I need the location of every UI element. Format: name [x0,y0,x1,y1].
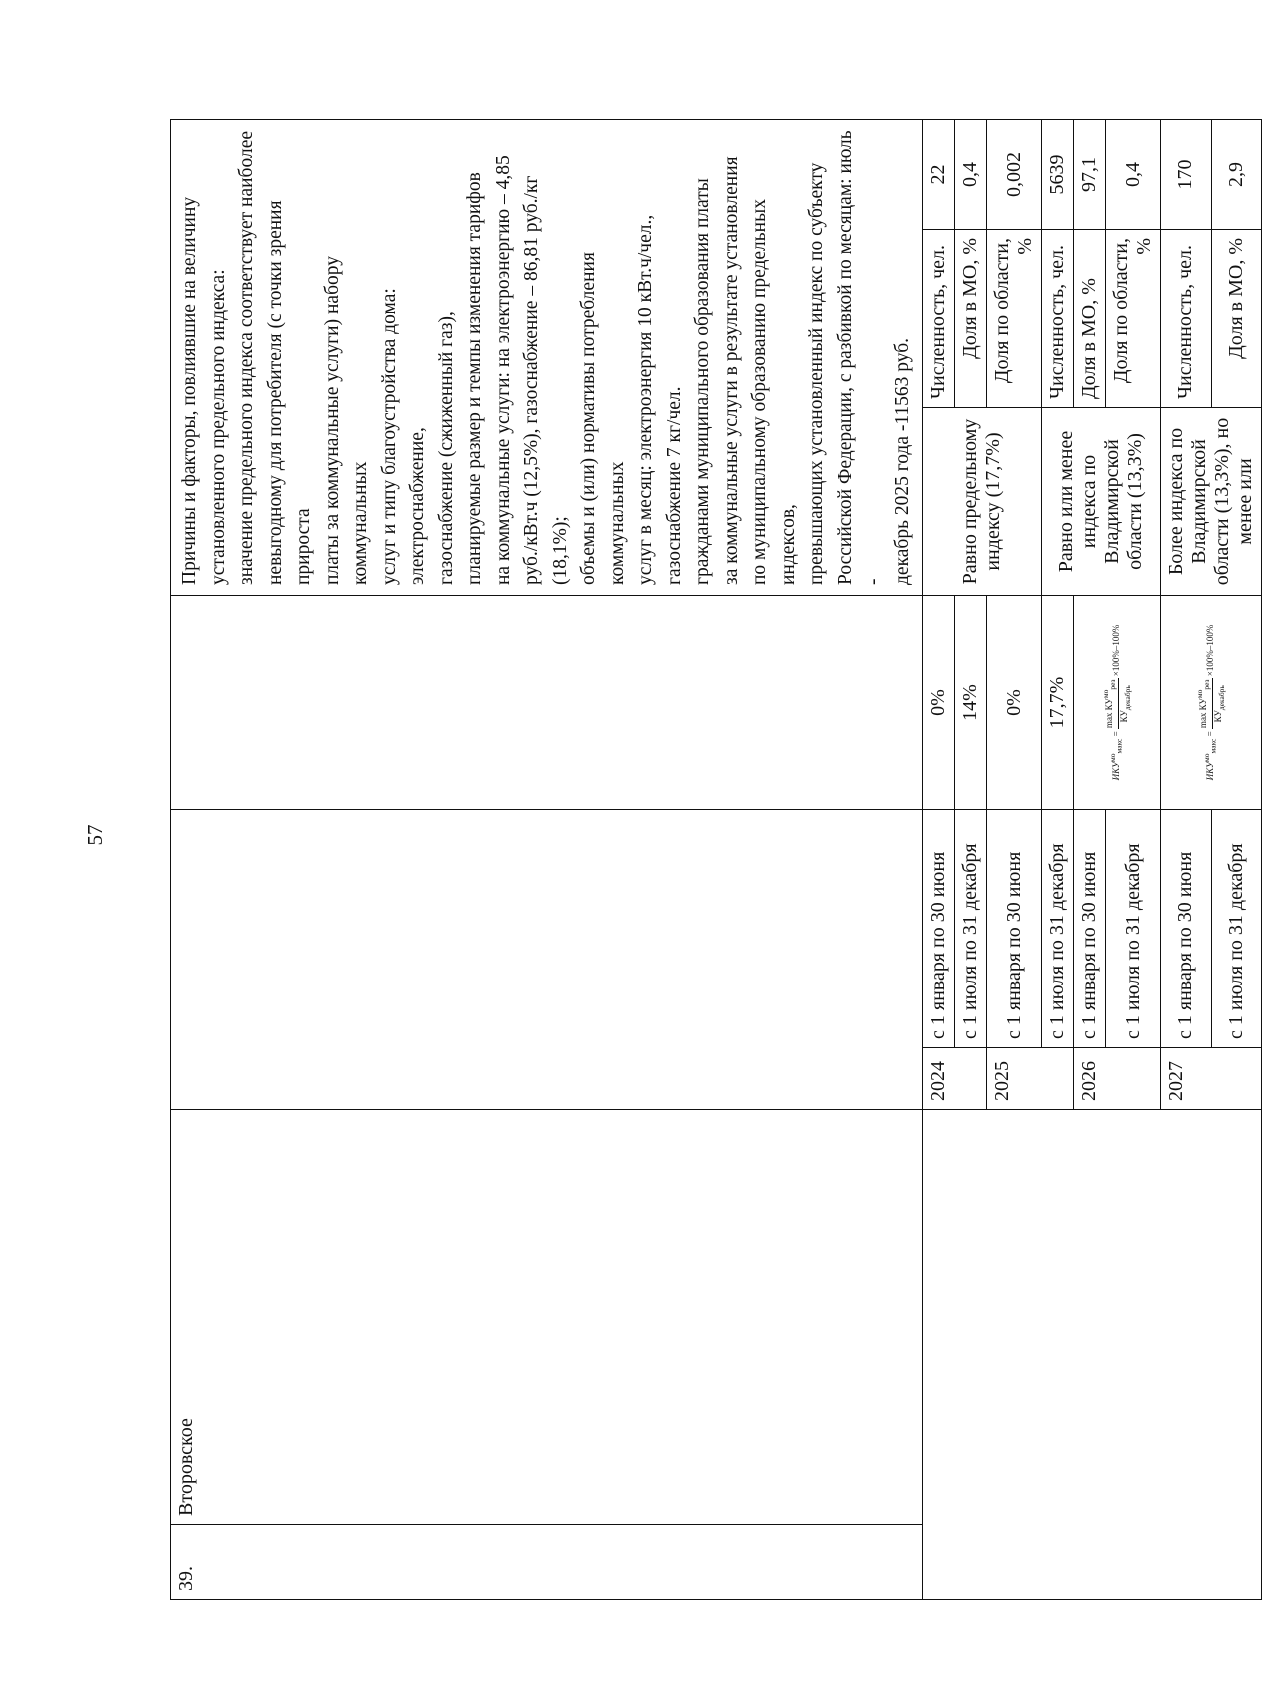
max-index-formula: $ИКУ^{мо}_{макс}$ = $\max КУ^{мо}_{рез}$ $КУ_{декабрь}$ ×100%–100% [1074,596,1161,810]
metric-value: 2,9 [1211,119,1262,229]
metric-label: Доля в МО, % [955,230,987,408]
period-row [923,119,955,1599]
group-condition: Равно или менее индекса по Владимирской области (13,3%) [1042,408,1161,596]
formula-den-sub: декабрь [1216,685,1226,711]
formula-denominator [1119,678,1133,729]
formula-num-sub: рез [1108,679,1117,690]
formula-numerator [1101,678,1119,729]
reasons-line: услуг в месяц: электроэнергия 10 кВт.ч/чел., [635,214,656,585]
formula-num-sup: мо [1101,689,1111,699]
period-second-half: с 1 июля по 31 декабря [1211,810,1262,1048]
period-first-half: с 1 января по 30 июня [923,810,955,1048]
formula-num-sup: мо [1195,689,1205,699]
metric-label: Численность, чел. [1161,230,1212,408]
tariff-index-table [170,119,1262,1600]
formula-den-sub: декабрь [1122,685,1132,711]
formula-den-text: КУ [1119,710,1129,723]
formula-sup: мо [1202,753,1212,762]
metric-value: 0,002 [987,119,1042,229]
index-value: 14% [955,596,987,810]
metric-label: Доля по области, % [1106,230,1161,408]
empty-index-cell [171,596,923,810]
reasons-line: превышающих установленный индекс по субъекту [806,162,827,585]
period-second-half: с 1 июля по 31 декабря [1106,810,1161,1048]
reasons-line: газоснабжение 7 кг/чел. [663,386,685,585]
year-cell: 2024 [923,1048,987,1110]
rotated-table-sheet [170,120,1256,1600]
index-value: 17,7% [1042,596,1074,810]
metric-value: 5639 [1042,119,1074,229]
formula-num-text: max КУ [1198,698,1209,729]
municipality-name: Второвское [171,1110,923,1525]
empty-period-cell [171,810,923,1110]
reasons-line: гражданами муниципального образования платы [692,178,713,585]
group-condition: Равно предельному индексу (17,7%) [923,408,1042,596]
formula-fraction [1195,678,1227,729]
formula-tail: ×100%–100% [1111,624,1122,677]
formula-num-sub: рез [1202,679,1211,690]
formula-sup: мо [1108,753,1118,762]
reasons-line: руб./кВт.ч (12,5%), газоснабжение – 86,81 руб./кг (18,1%); [521,175,571,585]
reasons-line: значение предельного индекса соответствует наиболее [236,130,257,585]
max-index-formula: $ИКУ^{мо}_{макс}$ = $\max КУ^{мо}_{рез}$ $КУ_{декабрь}$ ×100%–100% [1161,596,1262,810]
index-value: 0% [923,596,955,810]
year-cell: 2025 [987,1048,1074,1110]
reasons-line: планируемые размер и темпы изменения тарифов [464,172,485,585]
year-cell: 2027 [1161,1048,1262,1110]
metric-value: 0,4 [1106,119,1161,229]
reasons-text [171,119,923,595]
metric-value: 170 [1161,119,1212,229]
reasons-line: декабрь 2025 года -11563 руб. [891,337,913,585]
formula-lhs: ИКУ [1205,761,1216,781]
period-first-half: с 1 января по 30 июня [1074,810,1106,1048]
metric-label: Доля в МО, % [1211,230,1262,408]
reasons-line: невыгодному для потребителя (с точки зрения прироста [264,200,314,585]
row-number: 39. [171,1525,923,1600]
reasons-line: на коммунальные услуги: на электроэнергию – 4,85 [492,155,514,585]
group-condition: Более индекса по Владимирской области (13,3%), но менее или [1161,408,1262,596]
reasons-line: объемы и (или) нормативы потребления коммунальных [578,252,628,585]
period-first-half: с 1 января по 30 июня [987,810,1042,1048]
formula-fraction [1101,678,1133,729]
reasons-line: услуг и типу благоустройства дома: электроснабжение, [378,288,428,585]
year-cell: 2026 [1074,1048,1161,1110]
formula-den-text: КУ [1213,710,1223,723]
metric-label: Численность, чел. [1042,230,1074,408]
main-row [171,119,923,1599]
reasons-line: Причины и факторы, повлиявшие на величину [179,196,200,585]
metric-label: Численность, чел. [923,230,955,408]
formula-denominator [1213,678,1227,729]
reasons-line: установленного предельного индекса: [207,269,229,585]
metric-label: Доля по области, % [987,230,1042,408]
formula-num-text: max КУ [1104,698,1115,729]
formula-sub: макс [1208,738,1218,754]
period-second-half: с 1 июля по 31 декабря [1042,810,1074,1048]
reasons-line: газоснабжение (сжиженный газ), [435,311,457,585]
metric-value: 22 [923,119,955,229]
index-value: 0% [987,596,1042,810]
formula-lhs: ИКУ [1111,761,1122,781]
period-first-half: с 1 января по 30 июня [1161,810,1212,1048]
reasons-line: по муниципальному образованию предельных индексов, [749,199,799,585]
empty-left-cell [923,1110,1262,1600]
reasons-line: платы за коммунальные услуги) набору коммунальных [321,256,371,585]
page-number: 57 [83,824,107,846]
metric-label: Доля в МО, % [1074,230,1106,408]
formula-sub: макс [1114,738,1124,754]
metric-value: 0,4 [955,119,987,229]
formula-numerator [1195,678,1213,729]
metric-value: 97,1 [1074,119,1106,229]
reasons-line: за коммунальные услуги в результате установления [720,156,742,585]
formula-tail: ×100%–100% [1205,624,1216,677]
reasons-line: Российской Федерации, с разбивкой по месяцам: июль - [834,130,884,585]
period-second-half: с 1 июля по 31 декабря [955,810,987,1048]
